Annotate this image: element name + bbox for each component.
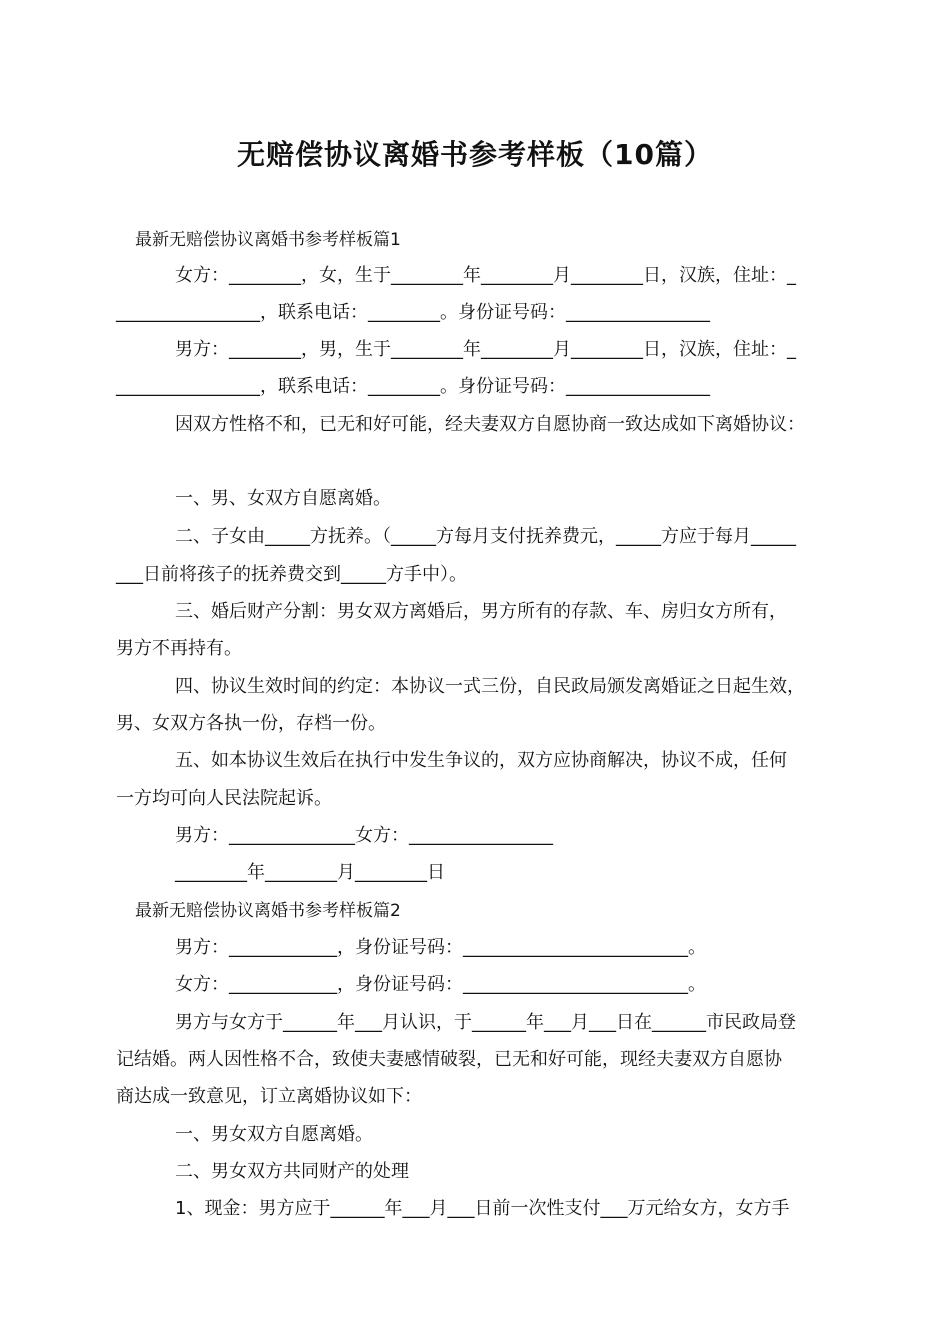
paragraph-line: 五、如本协议生效后在执行中发生争议的，双方应协商解决，协议不成，任何 — [175, 750, 787, 771]
section-heading-1: 最新无赔偿协议离婚书参考样板篇1 — [135, 230, 401, 250]
paragraph-line: 二、男女双方共同财产的处理 — [175, 1161, 409, 1182]
paragraph-line: 二、子女由_____方抚养。（_____方每月支付抚养费元，_____方应于每月_____ — [175, 526, 796, 547]
paragraph-line: ________________，联系电话：________。身份证号码：________________ — [116, 376, 710, 397]
paragraph-line: 三、婚后财产分割：男女双方离婚后，男方所有的存款、车、房归女方所有， — [175, 601, 787, 622]
paragraph-line: 一方均可向人民法院起诉。 — [116, 788, 332, 809]
paragraph-line: 一、男女双方自愿离婚。 — [175, 1124, 373, 1145]
paragraph-line: 一、男、女双方自愿离婚。 — [175, 488, 391, 509]
paragraph-line: 女方：____________，身份证号码：_________________________。 — [175, 974, 706, 995]
paragraph-line: 男方与女方于______年___月认识，于______年___月___日在______市民政局登 — [175, 1012, 796, 1033]
paragraph-line: ___日前将孩子的抚养费交到_____方手中）。 — [116, 564, 467, 585]
paragraph-line: 四、协议生效时间的约定：本协议一式三份，自民政局颁发离婚证之日起生效， — [175, 676, 805, 697]
paragraph-line: 因双方性格不和，已无和好可能，经夫妻双方自愿协商一致达成如下离婚协议： — [175, 414, 805, 435]
document-title: 无赔偿协议离婚书参考样板（10篇） — [237, 138, 713, 171]
paragraph-line: 记结婚。两人因性格不合，致使夫妻感情破裂，已无和好可能，现经夫妻双方自愿协 — [116, 1049, 782, 1070]
paragraph-line: ________________，联系电话：________。身份证号码：________________ — [116, 302, 710, 323]
paragraph-line: 男方：________，男，生于________年________月________日，汉族，住址：_ — [175, 339, 796, 360]
paragraph-line: 商达成一致意见，订立离婚协议如下： — [116, 1086, 422, 1107]
date-line: ________年________月________日 — [175, 862, 445, 883]
paragraph-line: 男方：____________，身份证号码：_________________________。 — [175, 937, 706, 958]
section-heading-2: 最新无赔偿协议离婚书参考样板篇2 — [135, 901, 401, 921]
paragraph-line: 男方不再持有。 — [116, 638, 242, 659]
paragraph-line: 1、现金：男方应于______年___月___日前一次性支付___万元给女方，女方手 — [175, 1198, 790, 1219]
signature-line: 男方：______________女方：________________ — [175, 825, 553, 846]
paragraph-line: 女方：________，女，生于________年________月________日，汉族，住址：_ — [175, 265, 796, 286]
paragraph-line: 男、女双方各执一份，存档一份。 — [116, 713, 386, 734]
